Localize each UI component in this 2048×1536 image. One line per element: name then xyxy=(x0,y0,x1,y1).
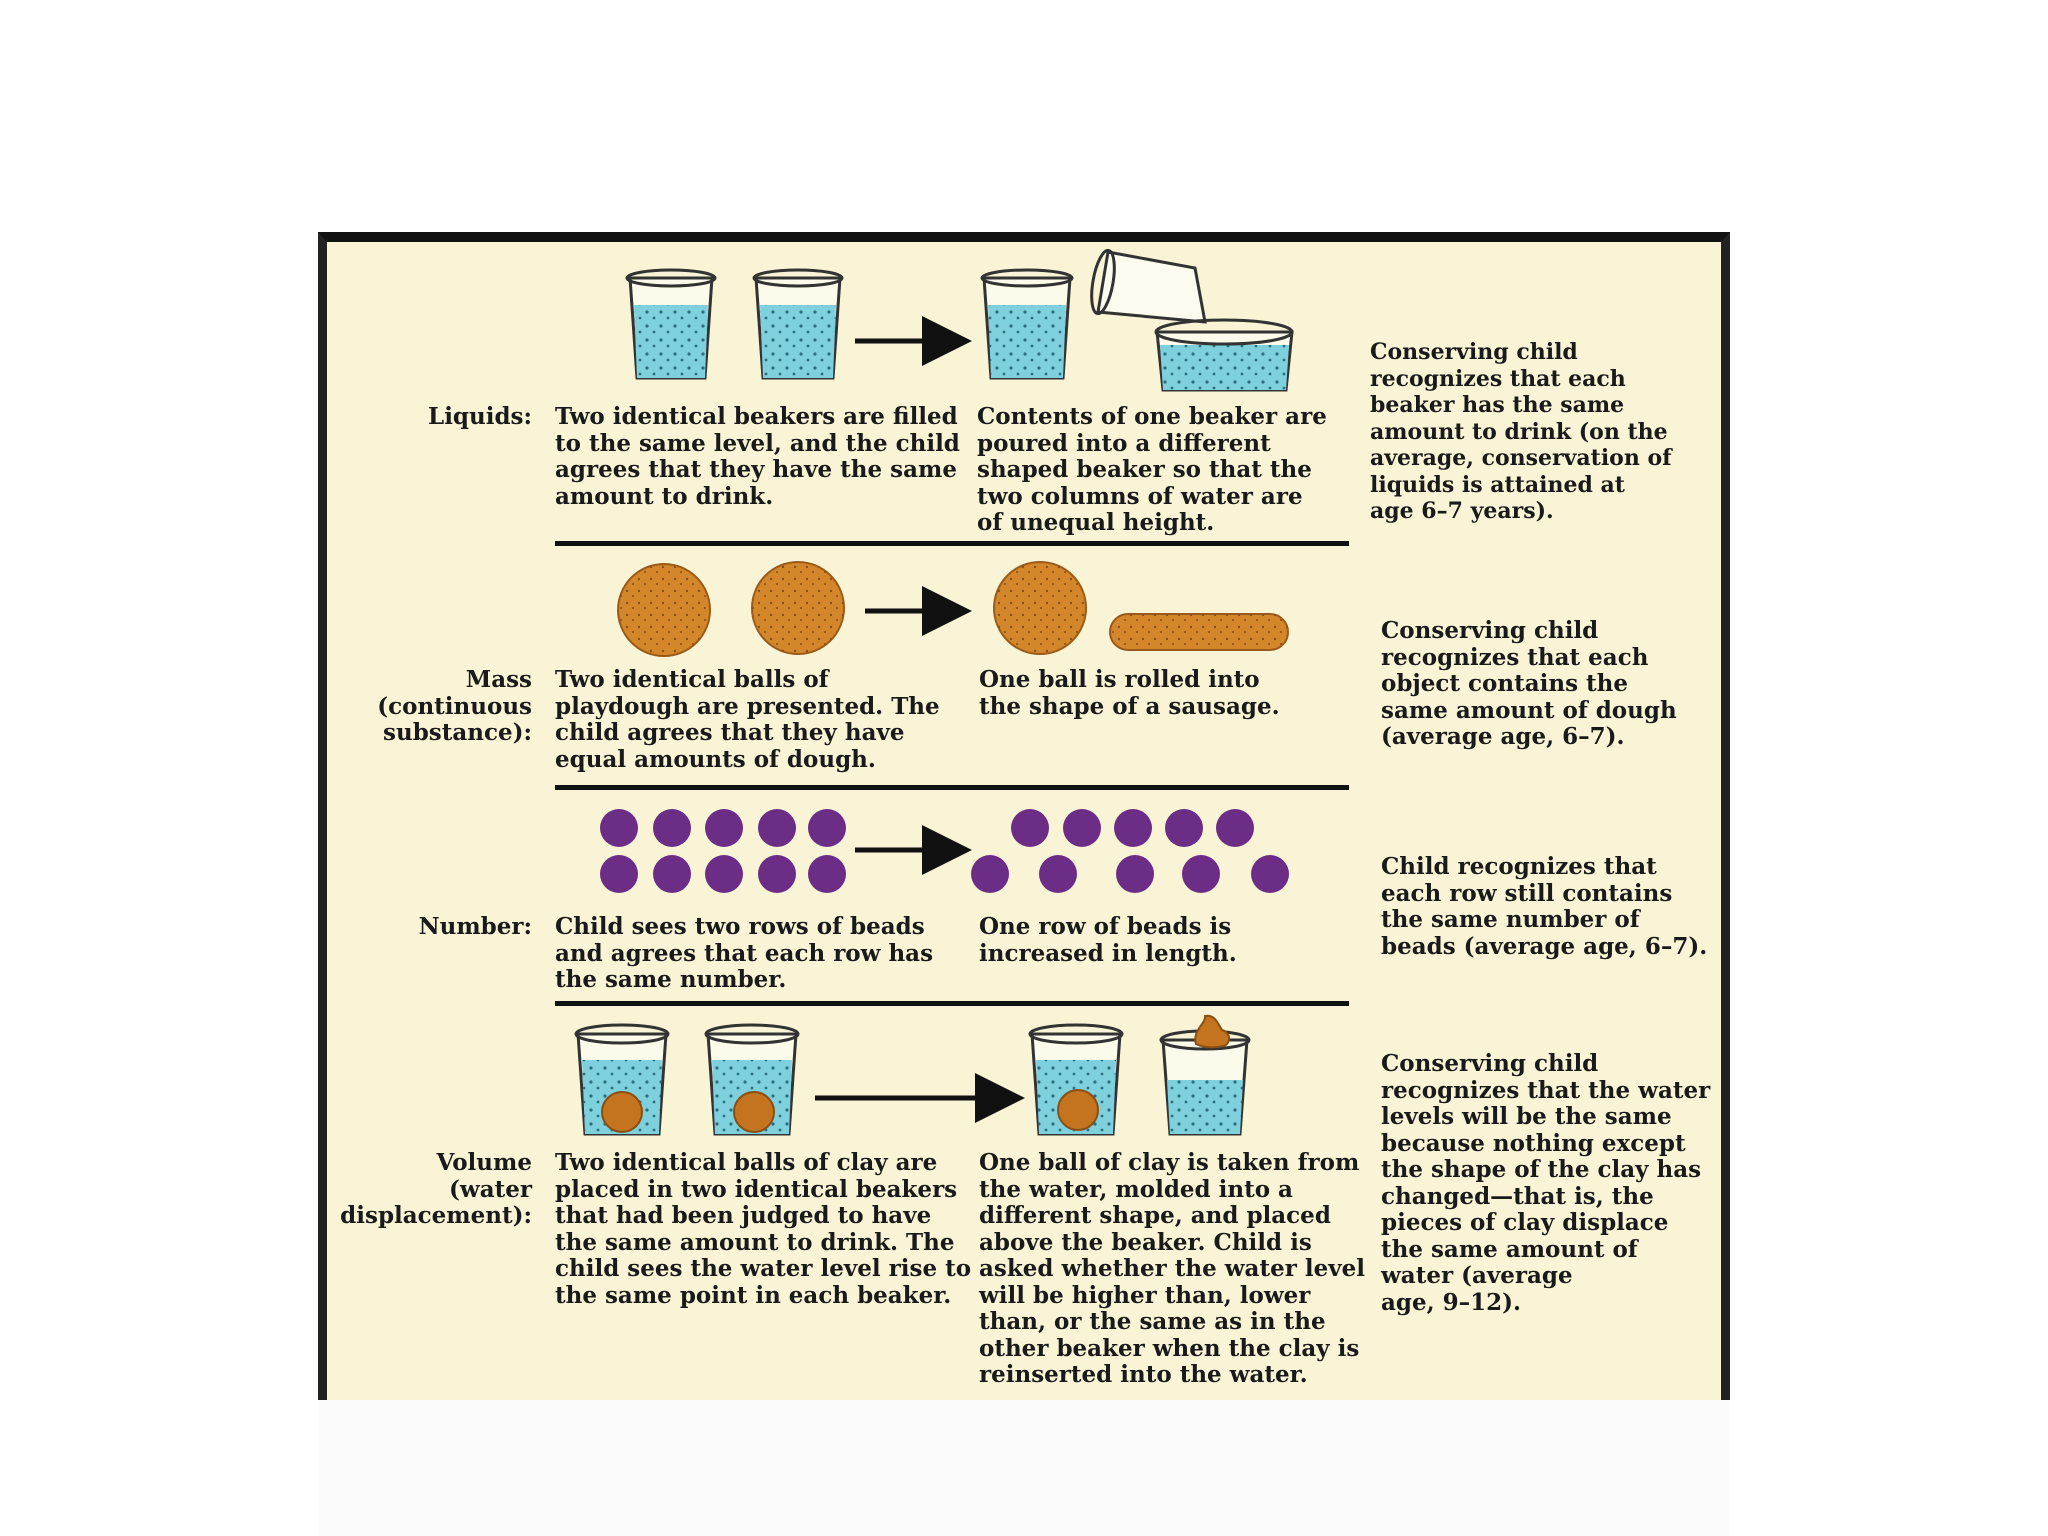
dough-ball-icon xyxy=(618,564,710,656)
bead-icon xyxy=(653,855,691,893)
mass-before-text: Two identical balls of playdough are presented. The child agrees that they have equal amounts of dough. xyxy=(555,666,940,773)
tilted-beaker-icon xyxy=(1088,249,1205,322)
row-divider xyxy=(555,541,1349,546)
mass-illustration xyxy=(618,562,1288,656)
bead-icon xyxy=(1165,809,1203,847)
liquids-result-text: Conserving child recognizes that each beaker has the same amount to drink (on the average, conservation of liquids is attained at age 6–7 years). xyxy=(1370,339,1672,524)
beaker-with-clay-icon xyxy=(1030,1025,1122,1134)
volume-before-text: Two identical balls of clay are placed in two identical beakers that had been judged to have the same amount to drink. The child sees the water level rise to the same point in each beaker. xyxy=(555,1149,972,1309)
number-illustration xyxy=(600,809,1289,893)
beaker-with-clay-icon xyxy=(706,1025,798,1134)
mass-result-text: Conserving child recognizes that each object contains the same amount of dough (average age, 6–7). xyxy=(1381,617,1677,750)
row-label-volume: Volume (water displacement): xyxy=(340,1149,532,1229)
row-label-number: Number: xyxy=(418,913,532,940)
dough-ball-icon xyxy=(994,562,1086,654)
wide-dish-icon xyxy=(1156,320,1292,390)
bead-icon xyxy=(808,855,846,893)
bead-icon xyxy=(1011,809,1049,847)
bead-icon xyxy=(1114,809,1152,847)
bead-icon xyxy=(808,809,846,847)
bead-icon xyxy=(600,855,638,893)
bead-icon xyxy=(758,809,796,847)
liquids-after-text: Contents of one beaker are poured into a different shaped beaker so that the two columns of water are of unequal height. xyxy=(977,403,1327,536)
bead-icon xyxy=(971,855,1009,893)
beaker-icon xyxy=(982,270,1072,378)
number-before-text: Child sees two rows of beads and agrees that each row has the same number. xyxy=(555,913,934,993)
row-divider xyxy=(555,785,1349,790)
volume-after-text: One ball of clay is taken from the water, molded into a different shape, and placed above the beaker. Child is asked whether the water level will be higher than, lower than, or the same as in the other beaker when the clay is reinserted into the water. xyxy=(979,1149,1365,1388)
dough-ball-icon xyxy=(752,562,844,654)
bead-icon xyxy=(1116,855,1154,893)
row-label-liquids: Liquids: xyxy=(428,403,532,430)
bead-icon xyxy=(1039,855,1077,893)
bead-icon xyxy=(1063,809,1101,847)
dough-sausage-icon xyxy=(1110,614,1288,650)
liquids-before-text: Two identical beakers are filled to the same level, and the child agrees that they have the same amount to drink. xyxy=(555,403,960,510)
beaker-with-clay-icon xyxy=(576,1025,668,1134)
bead-icon xyxy=(1251,855,1289,893)
row-divider xyxy=(555,1001,1349,1006)
bead-icon xyxy=(705,855,743,893)
bead-icon xyxy=(705,809,743,847)
row-label-mass: Mass (continuous substance): xyxy=(377,666,532,746)
number-result-text: Child recognizes that each row still contains the same number of beads (average age, 6–7). xyxy=(1381,853,1708,960)
number-after-text: One row of beads is increased in length. xyxy=(979,913,1237,967)
beaker-icon xyxy=(627,270,715,378)
bead-icon xyxy=(600,809,638,847)
mass-after-text: One ball is rolled into the shape of a sausage. xyxy=(979,666,1280,720)
bead-icon xyxy=(1182,855,1220,893)
liquids-illustration xyxy=(627,249,1292,390)
bead-icon xyxy=(653,809,691,847)
bead-icon xyxy=(758,855,796,893)
beaker-icon xyxy=(754,270,842,378)
volume-result-text: Conserving child recognizes that the water levels will be the same because nothing except the shape of the clay has changed—that is, the pieces of clay displace the same amount of water (average age, 9–12). xyxy=(1381,1050,1711,1316)
beaker-clay-above-icon xyxy=(1161,1016,1249,1134)
bead-icon xyxy=(1216,809,1254,847)
volume-illustration xyxy=(576,1016,1249,1134)
